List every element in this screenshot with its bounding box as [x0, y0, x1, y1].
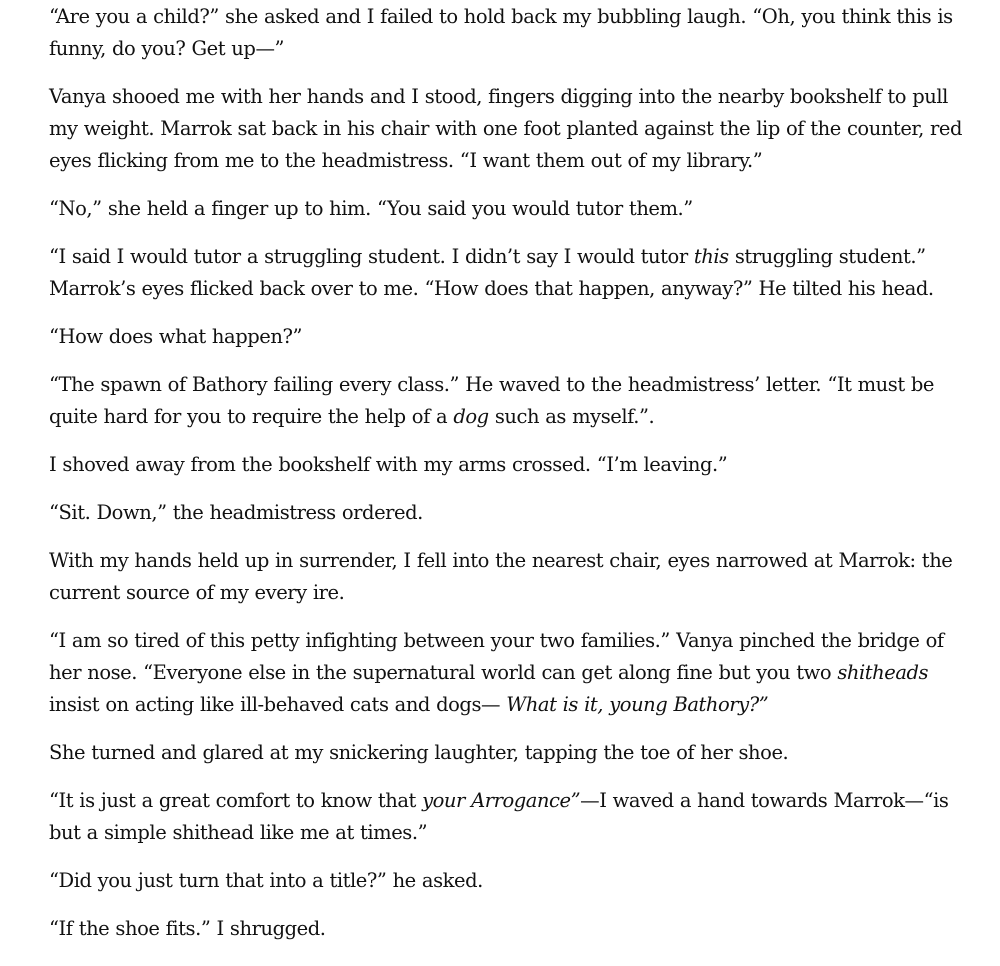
paragraph: [49, 913, 969, 945]
paragraph: [49, 321, 969, 353]
text-run: With my hands held up in surrender, I fell into the nearest chair, eyes narrowed at Marrok: the current source of my every ire.: [49, 549, 953, 604]
paragraph: [49, 737, 969, 769]
italic-text-run: dog: [453, 405, 489, 428]
text-run: —I waved a hand towards Marrok—“is but a simple shithead like me at times.”: [49, 789, 949, 844]
text-run: “Are you a child?” she asked and I failed to hold back my bubbling laugh. “Oh, you think this is funny, do you? Get up—”: [49, 5, 953, 60]
italic-text-run: shitheads: [837, 661, 929, 684]
paragraph: [49, 369, 969, 433]
paragraph: [49, 865, 969, 897]
text-run: “I am so tired of this petty infighting between your two families.” Vanya pinched the bridge of her nose. “Everyone else in the supernatural world can get along fine but you two: [49, 629, 944, 684]
paragraph: [49, 785, 969, 849]
paragraph: [49, 0, 969, 65]
text-run: “Did you just turn that into a title?” he asked.: [49, 869, 483, 892]
text-run: “Sit. Down,” the headmistress ordered.: [49, 501, 423, 524]
story-page: [49, 0, 969, 961]
paragraph: [49, 497, 969, 529]
text-run: I shoved away from the bookshelf with my arms crossed. “I’m leaving.”: [49, 453, 728, 476]
text-run: insist on acting like ill-behaved cats and dogs—: [49, 693, 507, 716]
paragraph: [49, 241, 969, 305]
paragraph: [49, 81, 969, 177]
text-run: struggling student.” Marrok’s eyes flicked back over to me. “How does that happen, anyway?” He tilted his head.: [49, 245, 934, 300]
text-run: “It is just a great comfort to know that: [49, 789, 423, 812]
text-run: “No,” she held a finger up to him. “You said you would tutor them.”: [49, 197, 693, 220]
paragraph: [49, 193, 969, 225]
text-run: Vanya shooed me with her hands and I stood, fingers digging into the nearby bookshelf to pull my weight. Marrok sat back in his chair with one foot planted against the lip of the counter, red eyes flicking from me to the headmistress. “I want them out of my library.”: [49, 85, 963, 172]
italic-text-run: What is it, young Bathory?”: [506, 693, 769, 716]
text-run: She turned and glared at my snickering laughter, tapping the toe of her shoe.: [49, 741, 789, 764]
italic-text-run: your Arrogance”: [422, 789, 581, 812]
text-run: “How does what happen?”: [49, 325, 303, 348]
paragraph: [49, 625, 969, 721]
text-run: “The spawn of Bathory failing every class.” He waved to the headmistress’ letter. “It must be quite hard for you to require the help of a: [49, 373, 935, 428]
text-run: “If the shoe fits.” I shrugged.: [49, 917, 326, 940]
text-run: “I said I would tutor a struggling student. I didn’t say I would tutor: [49, 245, 694, 268]
italic-text-run: this: [693, 245, 729, 268]
paragraph: [49, 545, 969, 609]
paragraph: [49, 449, 969, 481]
text-run: such as myself.”.: [488, 405, 655, 428]
